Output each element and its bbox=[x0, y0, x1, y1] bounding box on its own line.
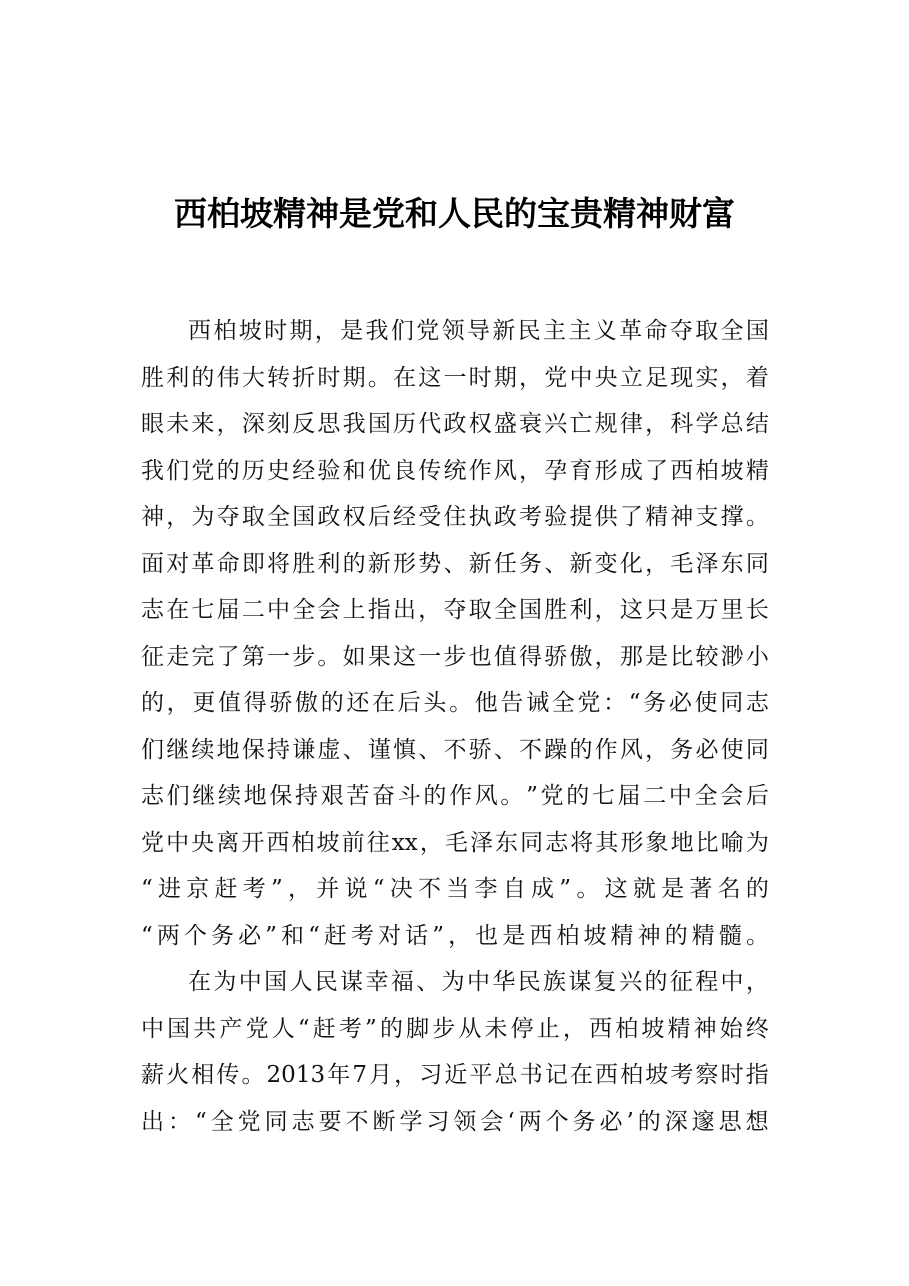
text-line: 面 对 革 命 即 将 胜 利 的 新 形 势 、 新 任 务 、 新 变 化 ， 毛 泽 东 同 bbox=[141, 550, 769, 577]
text-line: 眼 未 来 ， 深 刻 反 思 我 国 历 代 政 权 盛 衰 兴 亡 规 律 ， 科 学 总 结 bbox=[141, 411, 769, 437]
text-line: 我 们 党 的 历 史 经 验 和 优 良 传 统 作 风 ， 孕 育 形 成 了 西 柏 坡 精 bbox=[141, 457, 769, 484]
text-line: 志 们 继 续 地 保 持 艰 苦 奋 斗 的 作 风 。 ” 党 的 七 届 二 中 全 会 后 bbox=[141, 783, 769, 809]
text-line: 胜 利 的 伟 大 转 折 时 期 。 在 这 一 时 期 ， 党 中 央 立 足 现 实 ， 着 bbox=[141, 364, 769, 391]
text-line: 党 中 央 离 开 西 柏 坡 前 往 xx ， 毛 泽 东 同 志 将 其 形 象 地 比 喻 为 bbox=[141, 829, 769, 856]
text-line: 神 ， 为 夺 取 全 国 政 权 后 经 受 住 执 政 考 验 提 供 了 精 神 支 撑 。 bbox=[141, 504, 769, 530]
text-line: 的 ， 更 值 得 骄 傲 的 还 在 后 头 。 他 告 诫 全 党 ： “ 务 必 使 同 志 bbox=[141, 690, 769, 716]
text-line: 在 为 中 国 人 民 谋 幸 福 、 为 中 华 民 族 谋 复 兴 的 征 程 中 ， bbox=[188, 969, 769, 995]
text-line: 志 在 七 届 二 中 全 会 上 指 出 ， 夺 取 全 国 胜 利 ， 这 只 是 万 里 长 bbox=[141, 597, 769, 623]
text-line: 薪 火 相 传 。 2013 年 7 月 ， 习 近 平 总 书 记 在 西 柏 坡 考 察 时 指 bbox=[141, 1062, 769, 1088]
text-line: “ 进 京 赶 考 ” ， 并 说 “ 决 不 当 李 自 成 ” 。 这 就 是 著 名 的 bbox=[141, 876, 769, 902]
document-title: 西柏坡精神是党和人民的宝贵精神财富 bbox=[174, 194, 735, 233]
text-line: 出 ： “ 全 党 同 志 要 不 断 学 习 领 会 ‘ 两 个 务 必 ’ 的 深 邃 思 想 bbox=[141, 1108, 769, 1135]
text-line: 们 继 续 地 保 持 谦 虚 、 谨 慎 、 不 骄 、 不 躁 的 作 风 ， 务 必 使 同 bbox=[141, 736, 769, 763]
text-line: “ 两 个 务 必 ” 和 “ 赶 考 对 话 ” ， 也 是 西 柏 坡 精 神 的 精 髓 。 bbox=[141, 922, 769, 949]
text-line: 中 国 共 产 党 人 “ 赶 考 ” 的 脚 步 从 未 停 止 ， 西 柏 坡 精 神 始 终 bbox=[141, 1015, 769, 1042]
document-body bbox=[141, 308, 769, 1145]
text-line: 西 柏 坡 时 期 ， 是 我 们 党 领 导 新 民 主 主 义 革 命 夺 取 全 国 bbox=[188, 318, 769, 344]
text-line: 征 走 完 了 第 一 步 。 如 果 这 一 步 也 值 得 骄 傲 ， 那 是 比 较 渺 小 bbox=[141, 643, 769, 670]
